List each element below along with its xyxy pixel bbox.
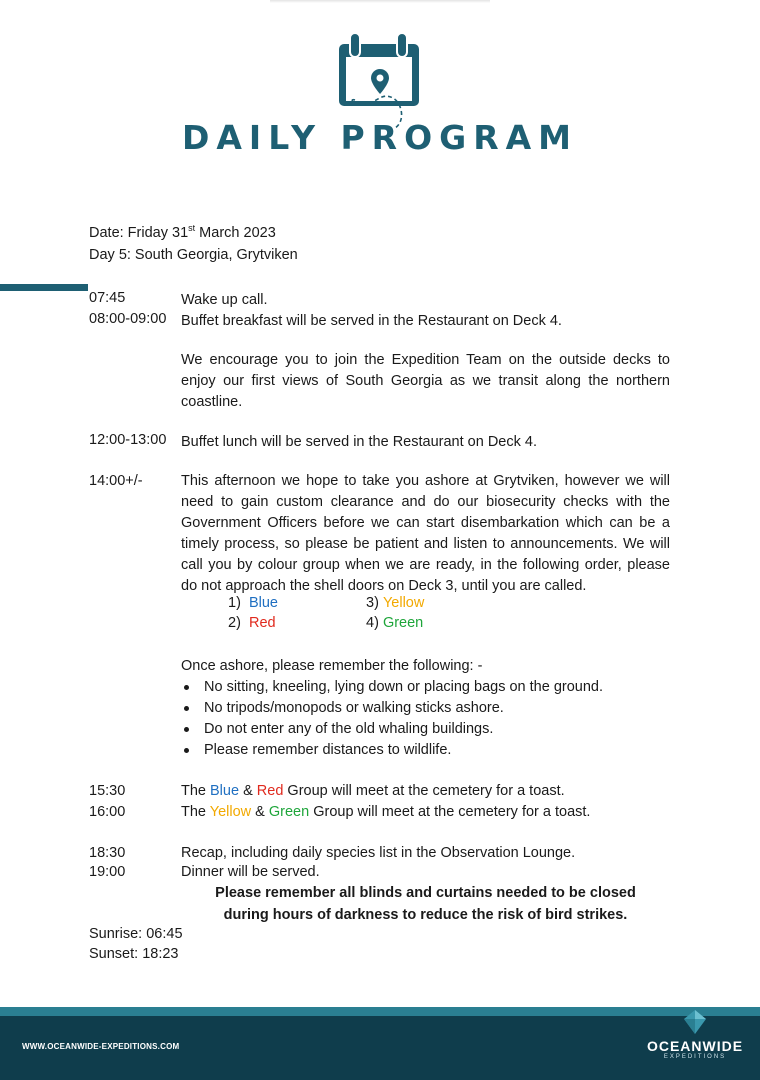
top-edge-shadow: [270, 0, 490, 3]
recap-time: 18:30: [89, 845, 126, 861]
group-3: [366, 595, 424, 611]
footer-accent-strip: [0, 1007, 760, 1016]
toast2-amp: &: [251, 804, 269, 820]
group-3-num: 3): [366, 595, 379, 611]
group-2: [228, 615, 276, 631]
toast2-desc: [181, 802, 670, 823]
breakfast-desc: Buffet breakfast will be served in the Restaurant on Deck 4.: [181, 313, 562, 329]
sunrise: Sunrise: 06:45: [89, 926, 183, 942]
ashore-intro: Once ashore, please remember the following: -: [181, 658, 483, 674]
oceanwide-diamond-logo: [683, 1009, 707, 1035]
sunset: Sunset: 18:23: [89, 946, 179, 962]
group-4-num: 4): [366, 615, 379, 631]
footer-website-link[interactable]: WWW.OCEANWIDE-EXPEDITIONS.COM: [22, 1042, 180, 1051]
recap-desc: Recap, including daily species list in the Observation Lounge.: [181, 845, 576, 861]
wake-time: 07:45: [89, 290, 126, 306]
date-sup: st: [188, 223, 196, 233]
toast2-post: Group will meet at the cemetery for a toast.: [309, 804, 591, 820]
brand-subtitle: EXPEDITIONS: [663, 1054, 727, 1060]
toast2-color2: Green: [268, 804, 310, 820]
rule-item: No sitting, kneeling, lying down or placing bags on the ground.: [181, 677, 603, 698]
date-prefix: Date: Friday 31: [89, 224, 189, 241]
ashore-time: 14:00+/-: [89, 473, 143, 489]
dinner-desc: Dinner will be served.: [181, 864, 320, 880]
toast1-amp: &: [239, 783, 257, 799]
wake-desc: Wake up call.: [181, 292, 268, 308]
day-line: Day 5: South Georgia, Grytviken: [89, 247, 298, 263]
section-divider-bar: [0, 284, 88, 291]
group-4: [366, 615, 423, 631]
toast1-pre: The: [181, 783, 211, 799]
toast1-time: 15:30: [89, 783, 126, 799]
toast1-desc: [181, 781, 670, 802]
toast1-color1: Blue: [210, 783, 240, 799]
group-3-name: Yellow: [382, 595, 425, 611]
group-1: [228, 595, 278, 611]
date-suffix: March 2023: [195, 224, 276, 241]
dinner-time: 19:00: [89, 864, 126, 880]
rule-item: Please remember distances to wildlife.: [181, 740, 603, 761]
brand-name: OCEANWIDE: [646, 1038, 744, 1054]
notice-line-2: during hours of darkness to reduce the risk of bird strikes.: [223, 907, 628, 923]
notice-line-1: Please remember all blinds and curtains needed to be closed: [215, 885, 636, 901]
toast1-color2: Red: [256, 783, 284, 799]
toast2-time: 16:00: [89, 804, 126, 820]
group-1-num: 1): [228, 595, 241, 611]
group-2-num: 2): [228, 615, 241, 631]
group-1-name: Blue: [248, 595, 278, 611]
page-title: DAILY PROGRAM: [181, 118, 578, 157]
toast2-pre: The: [181, 804, 210, 820]
lunch-time: 12:00-13:00: [89, 432, 167, 448]
ashore-desc: This afternoon we hope to take you ashore at Grytviken, however we will need to gain custom clearance and do our biosecurity checks with the Government Officers before we can start disembarkation which can be a timely process, so please be patient and listen to announcements. We will call you by colour group when we are ready, in the following order, please do not approach the shell doors on Deck 3, until you are called.: [181, 473, 670, 594]
breakfast-note: We encourage you to join the Expedition Team on the outside decks to enjoy our first views of South Georgia as we transit along the northern coastline.: [181, 352, 670, 410]
date-line: [89, 218, 276, 243]
group-4-name: Green: [382, 615, 424, 631]
ashore-rules-list: [181, 677, 603, 761]
rule-item: Do not enter any of the old whaling buildings.: [181, 719, 603, 740]
toast2-color1: Yellow: [209, 804, 252, 820]
lunch-desc: Buffet lunch will be served in the Restaurant on Deck 4.: [181, 434, 537, 450]
group-2-name: Red: [248, 615, 276, 631]
breakfast-time: 08:00-09:00: [89, 311, 167, 327]
toast1-post: Group will meet at the cemetery for a toast.: [283, 783, 565, 799]
rule-item: No tripods/monopods or walking sticks ashore.: [181, 698, 603, 719]
